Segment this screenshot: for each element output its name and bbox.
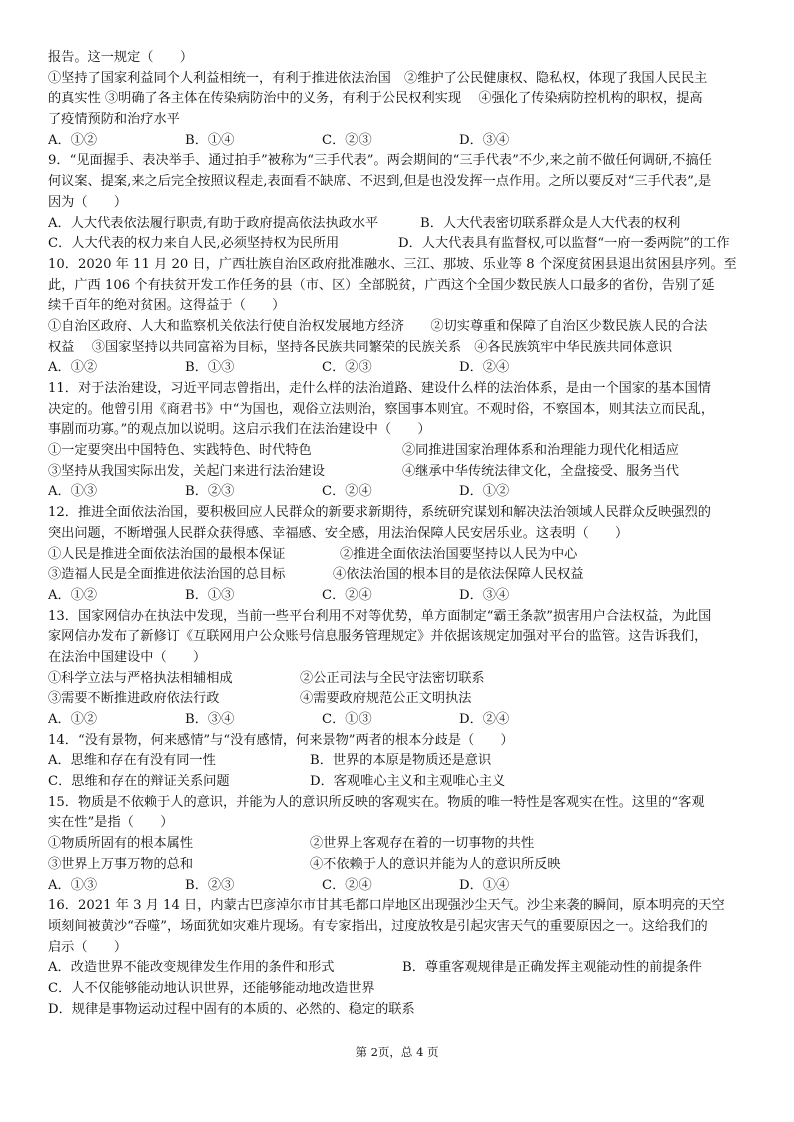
q8-statement-line: 的真实性 ③明确了各主体在传染病防治中的义务，有利于公民权利实现 ④强化了传染病防控机构的职权，提高 xyxy=(48,91,703,107)
option-b: B．③④ xyxy=(185,712,235,727)
option-c: C．②④ xyxy=(322,484,372,500)
option-a: A．改造世界不能改变规律发生作用的条件和形式 xyxy=(48,960,335,976)
q8-statement-line: ①坚持了国家利益同个人利益相统一，有利于推进依法治国 ②维护了公民健康权、隐私权，体现了我国人民民主 xyxy=(48,70,708,86)
option-b: B．②③ xyxy=(185,877,235,893)
statement-3: ③需要不断推进政府依法行政 xyxy=(48,691,220,707)
option-a: A．思维和存在有没有同一性 xyxy=(48,753,216,769)
q8-statement-line: 了疫情预防和治疗水平 xyxy=(48,112,180,128)
statement-4: ④不依赖于人的意识并能为人的意识所反映 xyxy=(310,856,561,872)
option-d: D．人大代表具有监督权,可以监督“一府一委两院”的工作 xyxy=(398,236,730,252)
statement-3: ③世界上万事万物的总和 xyxy=(48,856,194,872)
q13-statements-row xyxy=(48,689,750,710)
option-c: C．②④ xyxy=(322,587,372,603)
q10-stem: 此，广西 106 个有扶贫开发工作任务的县（市、区）全部脱贫，广西这个全国少数民族人口最多的省份，告别了延 xyxy=(48,277,715,293)
option-a: A．①③ xyxy=(48,877,98,893)
statement-4: ④依法治国的根本目的是依法保障人民权益 xyxy=(333,567,584,583)
q10-statement-line: ①自治区政府、人大和监察机关依法行使自治权发展地方经济 ②切实尊重和保障了自治区少数民族人民的合法 xyxy=(48,318,708,334)
q12-stem: 突出问题，不断增强人民群众获得感、幸福感、安全感，用法治保障人民安居乐业。这表明（ ） xyxy=(48,525,629,541)
q8-options xyxy=(48,131,750,152)
exam-page xyxy=(48,48,750,1020)
q16-stem: 16．2021 年 3 月 14 日，内蒙古巴彦淖尔市甘其毛都口岸地区出现强沙尘天气。沙尘来袭的瞬间，原本明亮的天空 xyxy=(48,898,725,914)
option-d: D．②④ xyxy=(459,360,510,376)
option-c: C．②③ xyxy=(322,360,372,376)
statement-1: ①人民是推进全面依法治国的最根本保证 xyxy=(48,546,286,562)
q11-statements-row xyxy=(48,441,750,462)
q16-stem: 启示（ ） xyxy=(48,939,128,955)
q10-options xyxy=(48,358,750,379)
statement-4: ④需要政府规范公正文明执法 xyxy=(300,691,472,707)
q15-stem: 15．物质是不依赖于人的意识，并能为人的意识所反映的客观实在。物质的唯一特性是客观实在性。这里的“客观 xyxy=(48,794,705,810)
option-a: A．①③ xyxy=(48,484,98,500)
q10-stem: 10．2020 年 11 月 20 日，广西壮族自治区政府批准融水、三江、那坡、乐业等 8 个深度贫困县退出贫困县序列。至 xyxy=(48,256,737,272)
option-d: D．②④ xyxy=(459,712,510,727)
statement-2: ②世界上客观存在着的一切事物的共性 xyxy=(310,836,535,852)
q10-statement-line: 权益 ③国家坚持以共同富裕为目标，坚持各民族共同繁荣的民族关系 ④各民族筑牢中华民族共同体意识 xyxy=(48,339,673,355)
option-a: A．①② xyxy=(48,712,98,727)
statement-1: ①物质所固有的根本属性 xyxy=(48,836,194,852)
q12-statements-row xyxy=(48,565,750,586)
option-b: B．人大代表密切联系群众是人大代表的权利 xyxy=(420,215,681,231)
q9-options-row xyxy=(48,234,750,255)
option-b: B．①③ xyxy=(185,587,235,603)
statement-1: ①科学立法与严格执法相辅相成 xyxy=(48,670,233,686)
option-d: D．规律是事物运动过程中固有的本质的、必然的、稳定的联系 xyxy=(48,1001,415,1017)
q14-options-row xyxy=(48,772,750,793)
q9-options-row xyxy=(48,214,750,235)
option-c: C．人不仅能够能动地认识世界，还能够能动地改造世界 xyxy=(48,980,375,996)
q11-statements-row xyxy=(48,462,750,483)
q9-stem: 因为（ ） xyxy=(48,194,128,210)
statement-2: ②公正司法与全民守法密切联系 xyxy=(300,670,485,686)
option-c: C．②④ xyxy=(322,877,372,893)
q12-stem: 12．推进全面依法治国，要积极回应人民群众的新要求新期待，系统研究谋划和解决法治领域人民群众反映强烈的 xyxy=(48,505,711,521)
q9-stem: 何议案、提案,来之后完全按照议程走,表面看不缺席、不迟到,但是也没发挥一点作用。之所以要反对“三手代表”,是 xyxy=(48,174,712,190)
q16-options-row xyxy=(48,958,750,979)
q11-stem: 决定的。他曾引用《商君书》中“为国也，观俗立法则治，察国事本则宜。不观时俗，不察国本，则其法立而民乱， xyxy=(48,401,715,417)
statement-4: ④继承中华传统法律文化，全盘接受、服务当代 xyxy=(402,463,679,479)
option-b: B．尊重客观规律是正确发挥主观能动性的前提条件 xyxy=(402,960,702,976)
q14-options-row xyxy=(48,751,750,772)
q15-stem: 实在性”是指（ ） xyxy=(48,815,174,831)
q15-statements-row xyxy=(48,834,750,855)
option-b: B．①④ xyxy=(185,132,235,148)
option-b: B．世界的本原是物质还是意识 xyxy=(310,753,492,769)
q15-options xyxy=(48,876,750,897)
option-d: D．客观唯心主义和主观唯心主义 xyxy=(310,774,506,790)
q15-statements-row xyxy=(48,855,750,876)
statement-2: ②同推进国家治理体系和治理能力现代化相适应 xyxy=(402,443,679,459)
option-b: B．①③ xyxy=(185,360,235,376)
option-a: A．①② xyxy=(48,132,98,148)
option-d: D．①④ xyxy=(459,877,510,893)
page-footer: 第 2页，总 4 页 xyxy=(355,1045,439,1059)
q13-stem: 13．国家网信办在执法中发现，当前一些平台利用不对等优势，单方面制定“霸王条款”损害用户合法权益，为此国 xyxy=(48,608,712,624)
option-c: C．思维和存在的辩证关系问题 xyxy=(48,774,230,790)
q13-stem: 家网信办发布了新修订《互联网用户公众账号信息服务管理规定》并依据该规定加强对平台的监管。这告诉我们， xyxy=(48,629,708,645)
q11-stem: 11．对于法治建设，习近平同志曾指出，走什么样的法治道路、建设什么样的法治体系，是由一个国家的基本国情 xyxy=(48,381,711,396)
option-a: A．①② xyxy=(48,587,98,603)
option-c: C．②③ xyxy=(322,132,372,148)
q9-stem: 9．“见面握手、表决举手、通过拍手”被称为“三手代表”。两会期间的“三手代表”不少,来之前不做任何调研,不搞任 xyxy=(48,153,712,169)
q13-statements-row xyxy=(48,669,750,690)
option-c: C．①③ xyxy=(322,712,372,727)
option-b: B．②③ xyxy=(185,484,235,500)
option-d: D．③④ xyxy=(459,587,510,603)
option-a: A．①② xyxy=(48,360,98,376)
q11-stem: 事剧而功寡。”的观点加以说明。这启示我们在法治建设中（ ） xyxy=(48,422,431,438)
q13-stem: 在法治中国建设中（ ） xyxy=(48,649,207,665)
q13-options xyxy=(48,710,750,731)
q16-stem: 顷刻间被黄沙“吞噬”，场面犹如灾难片现场。有专家指出，过度放牧是引起灾害天气的重要原因之一。这给我们的 xyxy=(48,918,708,934)
statement-1: ①一定要突出中国特色、实践特色、时代特色 xyxy=(48,443,312,459)
statement-2: ②推进全面依法治国要坚持以人民为中心 xyxy=(340,546,578,562)
q14-stem: 14．“没有景物，何来感情”与“没有感情，何来景物”两者的根本分歧是（ ） xyxy=(48,732,514,748)
q11-options xyxy=(48,482,750,503)
option-c: C．人大代表的权力来自人民,必须坚持权为民所用 xyxy=(48,236,340,252)
option-d: D．③④ xyxy=(459,132,510,148)
q12-statements-row xyxy=(48,545,750,566)
statement-3: ③造福人民是全面推进依法治国的总目标 xyxy=(48,567,286,583)
q10-stem: 续千百年的绝对贫困。这得益于（ ） xyxy=(48,298,286,314)
statement-3: ③坚持从我国实际出发，关起门来进行法治建设 xyxy=(48,463,325,479)
option-d: D．①② xyxy=(459,484,510,500)
option-a: A．人大代表依法履行职责,有助于政府提高依法执政水平 xyxy=(48,215,379,231)
q12-options xyxy=(48,586,750,607)
q8-stem: 报告。这一规定（ ） xyxy=(48,50,194,65)
